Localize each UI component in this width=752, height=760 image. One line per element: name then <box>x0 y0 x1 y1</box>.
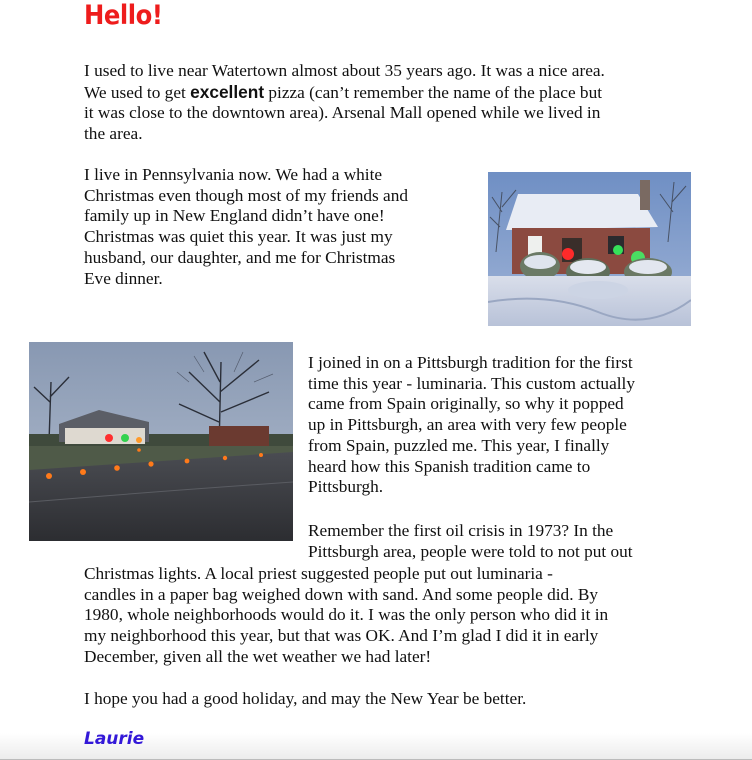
paragraph-line: Pittsburgh area, people were told to not put out <box>308 541 633 561</box>
paragraph-line: 1980, whole neighborhoods would do it. I was the only person who did it in <box>84 605 609 625</box>
paragraph-line: from Spain, puzzled me. This year, I finally <box>308 435 610 455</box>
paragraph-line: Christmas even though most of my friends and <box>84 185 408 205</box>
emphasis-excellent: excellent <box>190 81 265 102</box>
paragraph-line: I live in Pennsylvania now. We had a white <box>84 165 383 184</box>
paragraph-line: We used to get excellent pizza (can’t remember the name of the place but <box>84 81 603 102</box>
paragraph-oil-crisis-start <box>308 521 633 562</box>
signature: Laurie <box>84 729 145 749</box>
paragraph-line: up in Pittsburgh, an area with very few people <box>308 415 627 435</box>
paragraph-oil-crisis-continued <box>84 564 608 668</box>
paragraph-line: Pittsburgh. <box>308 477 384 497</box>
paragraph-luminaria <box>308 353 635 498</box>
paragraph-line: Christmas was quiet this year. It was just my <box>84 227 393 247</box>
paragraph-line: family up in New England didn’t have one! <box>84 206 385 226</box>
paragraph-line: heard how this Spanish tradition came to <box>308 456 591 476</box>
paragraph-line: December, given all the wet weather we had later! <box>84 646 432 666</box>
paragraph-line: Remember the first oil crisis in 1973? In the <box>308 521 614 540</box>
paragraph-line: it was close to the downtown area). Arsenal Mall opened while we lived in <box>84 103 601 123</box>
paragraph-closing: I hope you had a good holiday, and may the New Year be better. <box>84 689 527 708</box>
paragraph-line: candles in a paper bag weighed down with sand. And some people did. By <box>84 584 599 604</box>
paragraph-line: I used to live near Watertown almost about 35 years ago. It was a nice area. <box>84 61 605 80</box>
paragraph-line: Eve dinner. <box>84 268 163 288</box>
paragraph-watertown <box>84 61 605 145</box>
paragraph-line: I joined in on a Pittsburgh tradition for the first <box>308 353 633 372</box>
paragraph-line: husband, our daughter, and me for Christmas <box>84 247 396 267</box>
paragraph-line: my neighborhood this year, but that was OK. And I’m glad I did it in early <box>84 626 599 646</box>
paragraph-line: Christmas lights. A local priest suggested people put out luminaria - <box>84 564 553 583</box>
luminaria-street-photo <box>29 342 293 541</box>
paragraph-line: the area. <box>84 124 143 144</box>
paragraph-line: came from Spain originally, so why it popped <box>308 394 624 414</box>
greeting-heading: Hello! <box>84 0 163 31</box>
snowy-house-photo <box>488 172 691 326</box>
paragraph-pennsylvania <box>84 165 408 289</box>
paragraph-line: time this year - luminaria. This custom actually <box>308 373 635 393</box>
